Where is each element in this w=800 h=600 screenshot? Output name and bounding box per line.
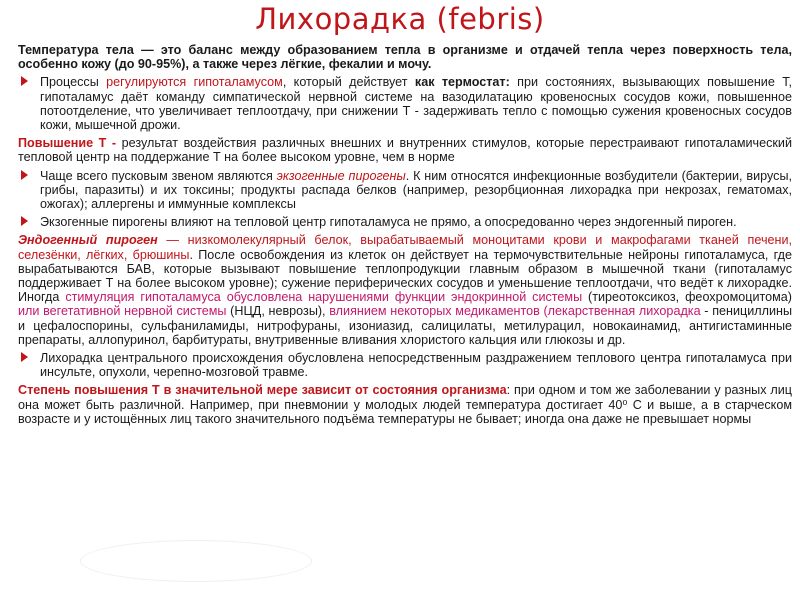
endogenous-text: (тиреотоксикоз, феохромоцитома)	[582, 290, 793, 305]
arrow-bullet-icon	[21, 216, 28, 226]
body-temperature-text: Температура тела — это баланс между образованием тепла в организме и отдачей тепла через поверхность тела, особенно кожу (до 90-95%), а также через лёгкие, фекалии и мочу.	[18, 43, 792, 72]
bullet-text: Лихорадка центрального происхождения обусловлена непосредственным раздражением теплового центра гипоталамуса при инсульте, опухоли, черепно-мозговой травме.	[40, 351, 792, 380]
paragraph-endogenous-pyrogen	[18, 233, 792, 347]
highlight-exogenous-pyrogens: экзогенные пирогены	[276, 168, 406, 183]
highlight-autonomic: или вегетативной нервной системы	[18, 304, 227, 319]
bullet-indirect-effect	[18, 215, 792, 229]
endogenous-pyrogen-lead: Эндогенный пироген	[18, 233, 158, 248]
highlight-endocrine: стимуляция гипоталамуса обусловлена нарушениями функции эндокринной системы	[65, 290, 583, 305]
bullet-exogenous-pyrogens	[18, 169, 792, 212]
slide-body	[18, 43, 792, 430]
t-increase-text: результат воздействия различных внешних и внутренних стимулов, которые перестраивают гипоталамический тепловой центр на поддержание Т на более высоком уровне, чем в норме	[18, 136, 792, 165]
strong-thermostat: как термостат:	[414, 75, 510, 90]
endogenous-text: - пенициллины и цефалоспорины, сульфаниламиды, нитрофураны, изониазид, салицилаты, метилурацил, новокаинамид, антигистаминные препараты, аллопуринол, барбитураты, внутривенные вливания хлористого кальция или глюкозы и др.	[18, 304, 793, 347]
t-increase-lead: Повышение Т -	[18, 136, 122, 151]
watermark-stamp	[80, 540, 312, 582]
highlight-hypothalamus: регулируются гипоталамусом	[106, 75, 283, 90]
highlight-medications: влиянием некоторых медикаментов (лекарственная лихорадка	[329, 304, 701, 319]
endogenous-text: (НЦД, неврозы),	[226, 304, 330, 319]
bullet-text: , который действует	[282, 75, 415, 90]
paragraph-degree-of-increase	[18, 383, 792, 426]
paragraph-t-increase	[18, 136, 792, 164]
bullet-text: Экзогенные пирогены влияют на тепловой центр гипоталамуса не прямо, а опосредованно через эндогенный пироген.	[40, 215, 737, 230]
highlight-endogenous-definition: — низкомолекулярный белок, вырабатываемый моноцитами крови и макрофагами тканей печени, селезёнки, лёгких, брюшины	[18, 233, 792, 262]
endogenous-text: . После освобождения из клеток он действует на термочувствительные нейроны гипоталамуса, где вырабатываются БАВ, которые вызывают повышение теплопродукции главным образом в мышечной ткани (гипоталамус поддерживает Т на более высоком уровне); сужение периферических сосудов и уменьшение теплоотдачи, что ведёт к лихорадке. Иногда	[18, 247, 793, 305]
degree-lead: Степень повышения Т в значительной мере зависит от состояния организма	[18, 383, 507, 398]
arrow-bullet-icon	[21, 170, 28, 180]
paragraph-body-temperature	[18, 43, 792, 71]
slide-title: Лихорадка (febris)	[255, 2, 545, 36]
bullet-text: . К ним относятся инфекционные возбудители (бактерии, вирусы, грибы, паразиты) и их токсины; продукты распада белков (например, резорбционная лихорадка при некрозах, гематомах, ожогах); аллергены и иммунные комплексы	[40, 168, 792, 212]
bullet-text: Чаще всего пусковым звеном являются	[40, 168, 277, 183]
degree-text: : при одном и том же заболевании у разных лиц она может быть различной. Например, при пневмонии у молодых людей температура достигает 40⁰ С и выше, а в старческом возрасте и у истощённых лиц такого значительного подъёма температуры не бывает; иногда она даже не превышает нормы	[18, 383, 792, 426]
arrow-bullet-icon	[21, 352, 28, 362]
bullet-central-fever	[18, 351, 792, 379]
arrow-bullet-icon	[21, 76, 28, 86]
bullet-text: Процессы	[40, 75, 107, 90]
bullet-hypothalamus	[18, 75, 792, 132]
bullet-text: при состояниях, вызывающих повышение Т, гипоталамус даёт команду симпатической нервной системе на вазодилатацию кровеносных сосудов кожи, повышенное потоотделение, что увеличивает теплоотдачу, при снижении Т - задерживать тепло с помощью сужения кровеносных сосудов кожи, мышечной дрожи.	[40, 75, 792, 133]
